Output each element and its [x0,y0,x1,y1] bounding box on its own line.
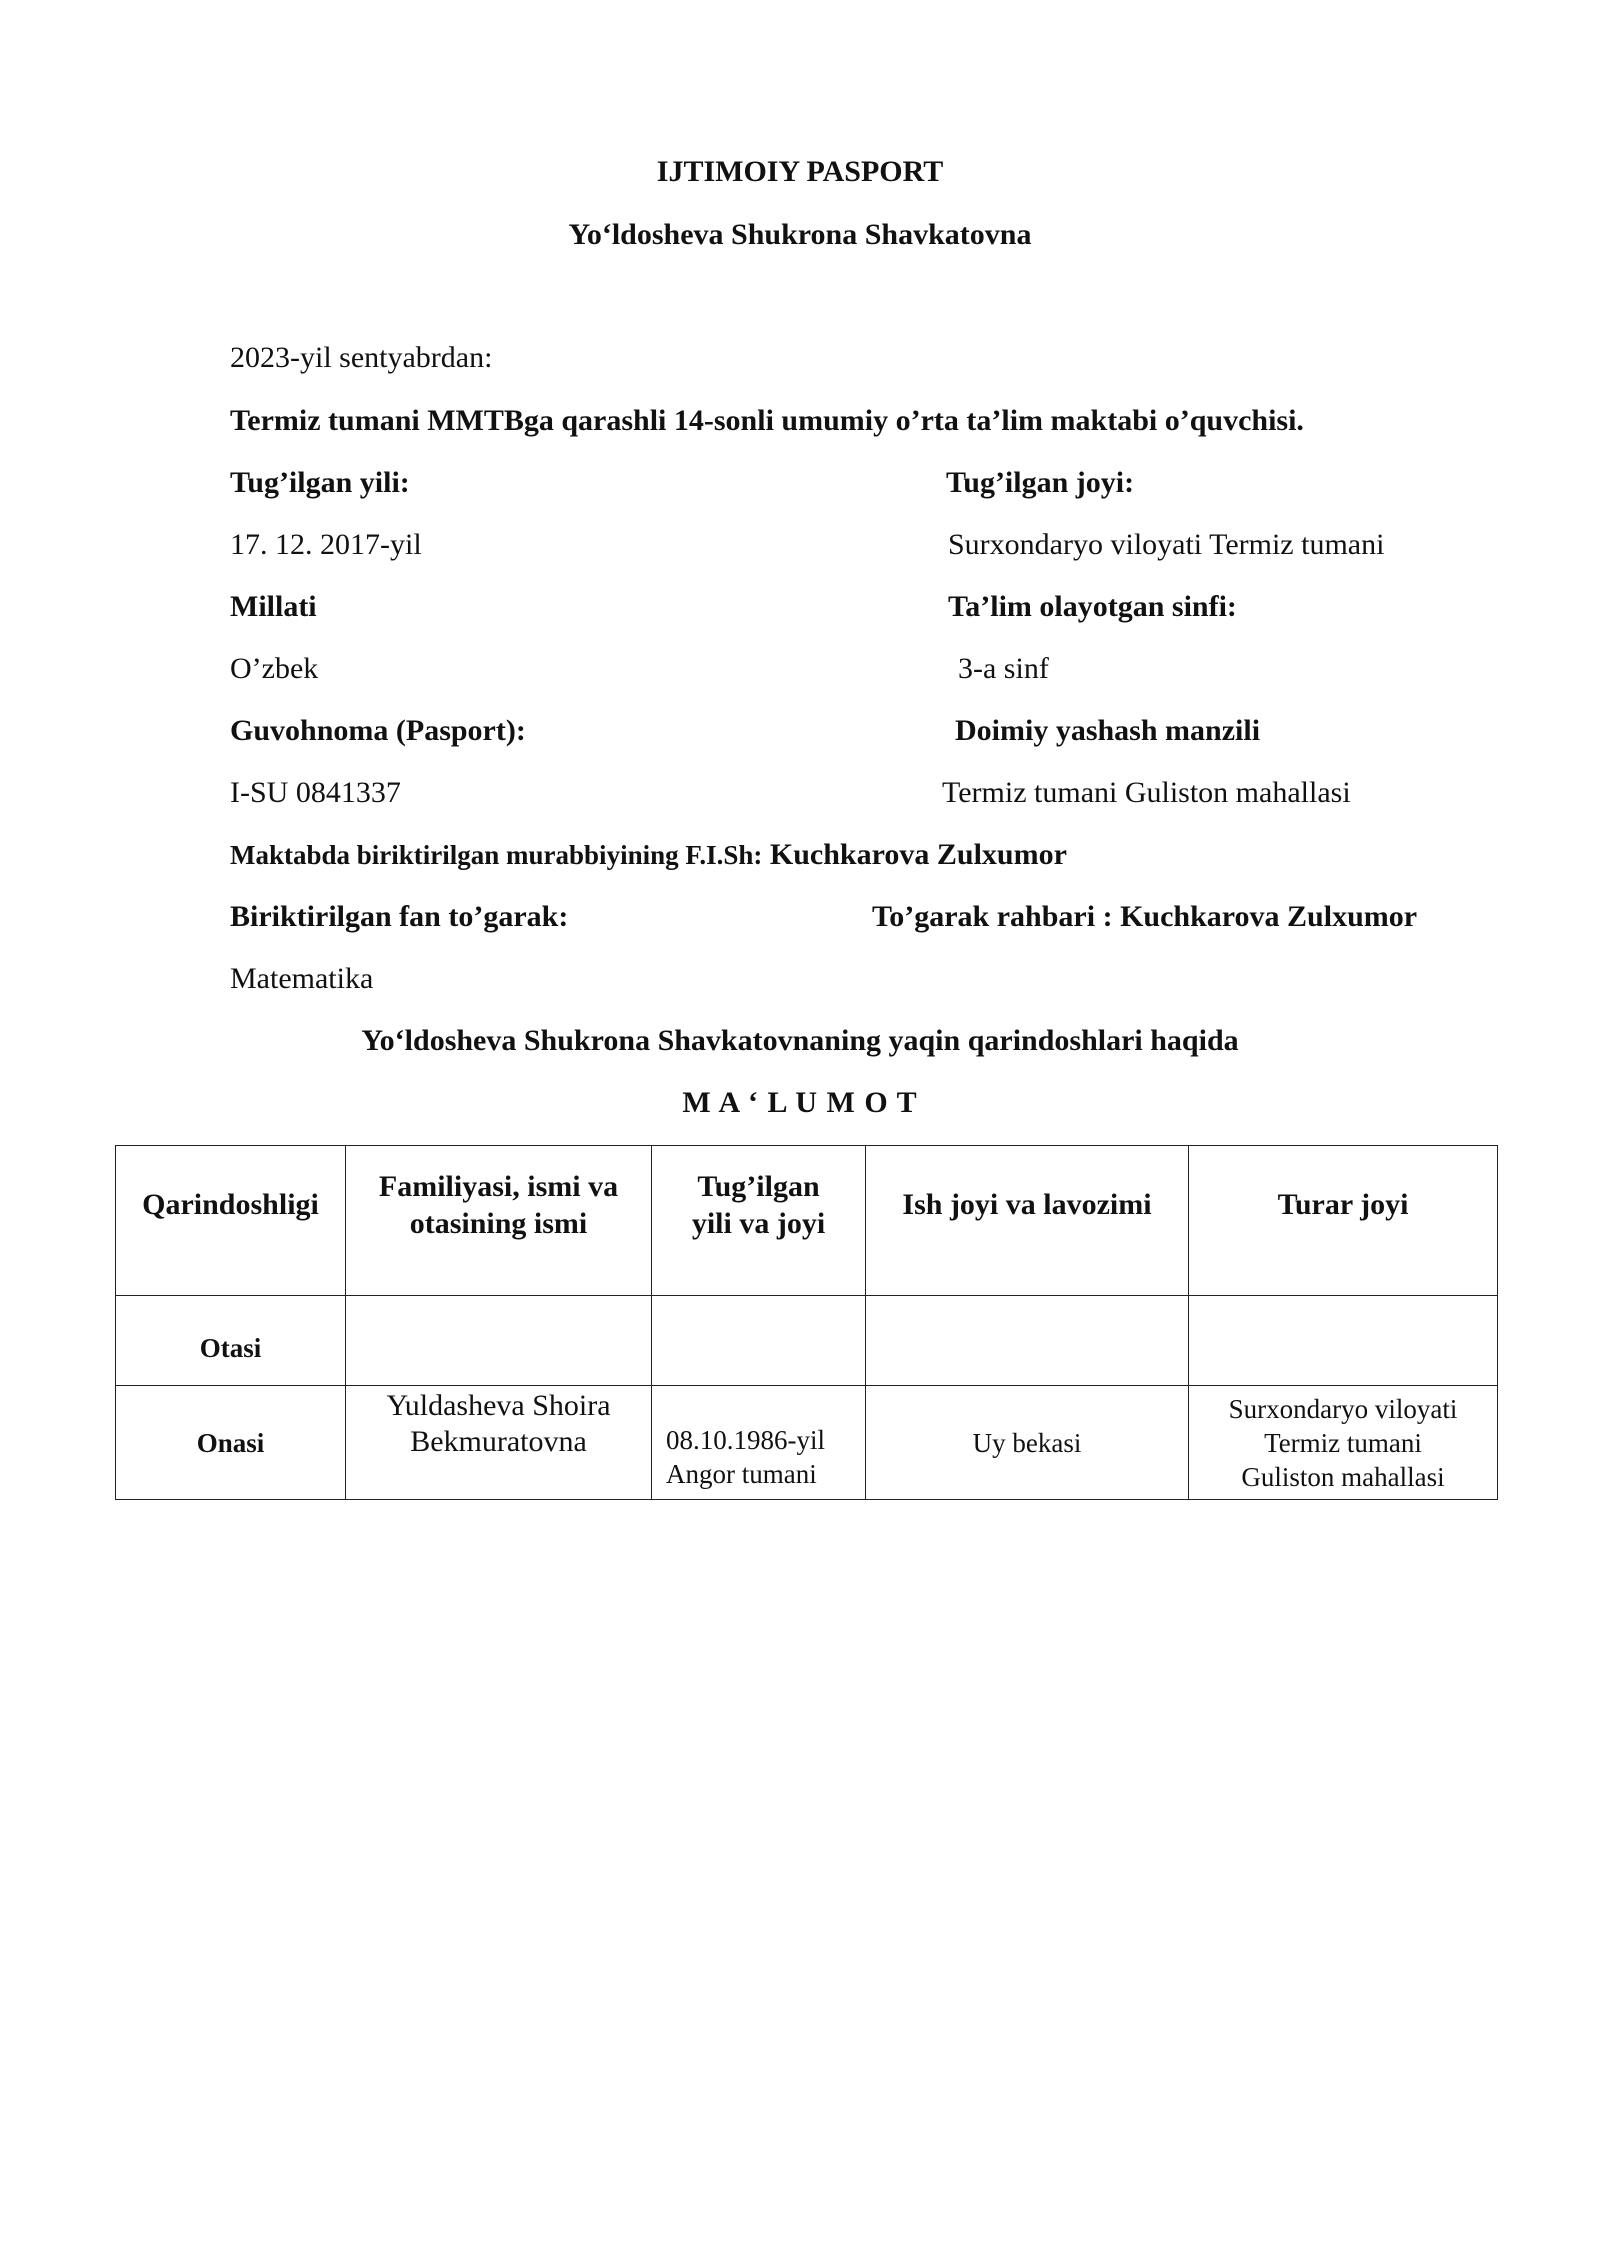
row-residence: Surxondaryo viloyati Termiz tumani Guliston mahallasi [1189,1386,1498,1500]
header-residence: Turar joyi [1189,1146,1498,1296]
mentor-line [230,837,1067,873]
header-birth: Tug’ilgan yili va joyi [652,1146,866,1296]
row-birth [652,1296,866,1386]
school-line: Termiz tumani MMTBga qarashli 14-sonli umumiy o’rta ta’lim maktabi o’quvchisi. [230,404,1304,437]
person-name: Yo‘ldosheva Shukrona Shavkatovna [568,218,1032,251]
row-birth: 08.10.1986-yil Angor tumani [652,1386,866,1500]
club-leader: To’garak rahbari : Kuchkarova Zulxumor [872,900,1418,933]
table-row [116,1296,1498,1386]
class-label: Ta’lim olayotgan sinfi: [948,590,1237,623]
class-value: 3-a sinf [958,652,1049,685]
club-value: Matematika [230,962,374,995]
relatives-subheading: M A ‘ L U M O T [682,1086,918,1119]
table-row [116,1386,1498,1500]
row-work: Uy bekasi [866,1386,1189,1500]
birth-year-label: Tug’ilgan yili: [230,466,410,499]
since-date: 2023-yil sentyabrdan: [230,341,493,374]
birth-year-value: 17. 12. 2017-yil [230,528,422,561]
birth-place-value: Surxondaryo viloyati Termiz tumani [948,528,1385,561]
header-work: Ish joyi va lavozimi [866,1146,1189,1296]
document-title: IJTIMOIY PASPORT [656,155,944,188]
header-name: Familiyasi, ismi va otasining ismi [346,1146,652,1296]
relatives-table [115,1145,1498,1500]
row-relation: Otasi [116,1296,346,1386]
mentor-label: Maktabda biriktirilgan murabbiyining F.I.Sh: [230,840,763,870]
relatives-heading: Yo‘ldosheva Shukrona Shavkatovnaning yaqin qarindoshlari haqida [361,1024,1239,1057]
row-relation: Onasi [116,1386,346,1500]
passport-value: I-SU 0841337 [230,776,401,809]
row-name [346,1296,652,1386]
row-work [866,1296,1189,1386]
mentor-value: Kuchkarova Zulxumor [769,838,1067,871]
club-label: Biriktirilgan fan to’garak: [230,900,569,933]
row-name: Yuldasheva Shoira Bekmuratovna [346,1386,652,1500]
nationality-label: Millati [230,590,317,623]
address-value: Termiz tumani Guliston mahallasi [942,776,1351,809]
address-label: Doimiy yashash manzili [955,714,1261,747]
nationality-value: O’zbek [230,652,319,685]
passport-label: Guvohnoma (Pasport): [230,714,526,747]
birth-place-label: Tug’ilgan joyi: [946,466,1135,499]
row-residence [1189,1296,1498,1386]
table-header-row [116,1146,1498,1296]
header-relation: Qarindoshligi [116,1146,346,1296]
